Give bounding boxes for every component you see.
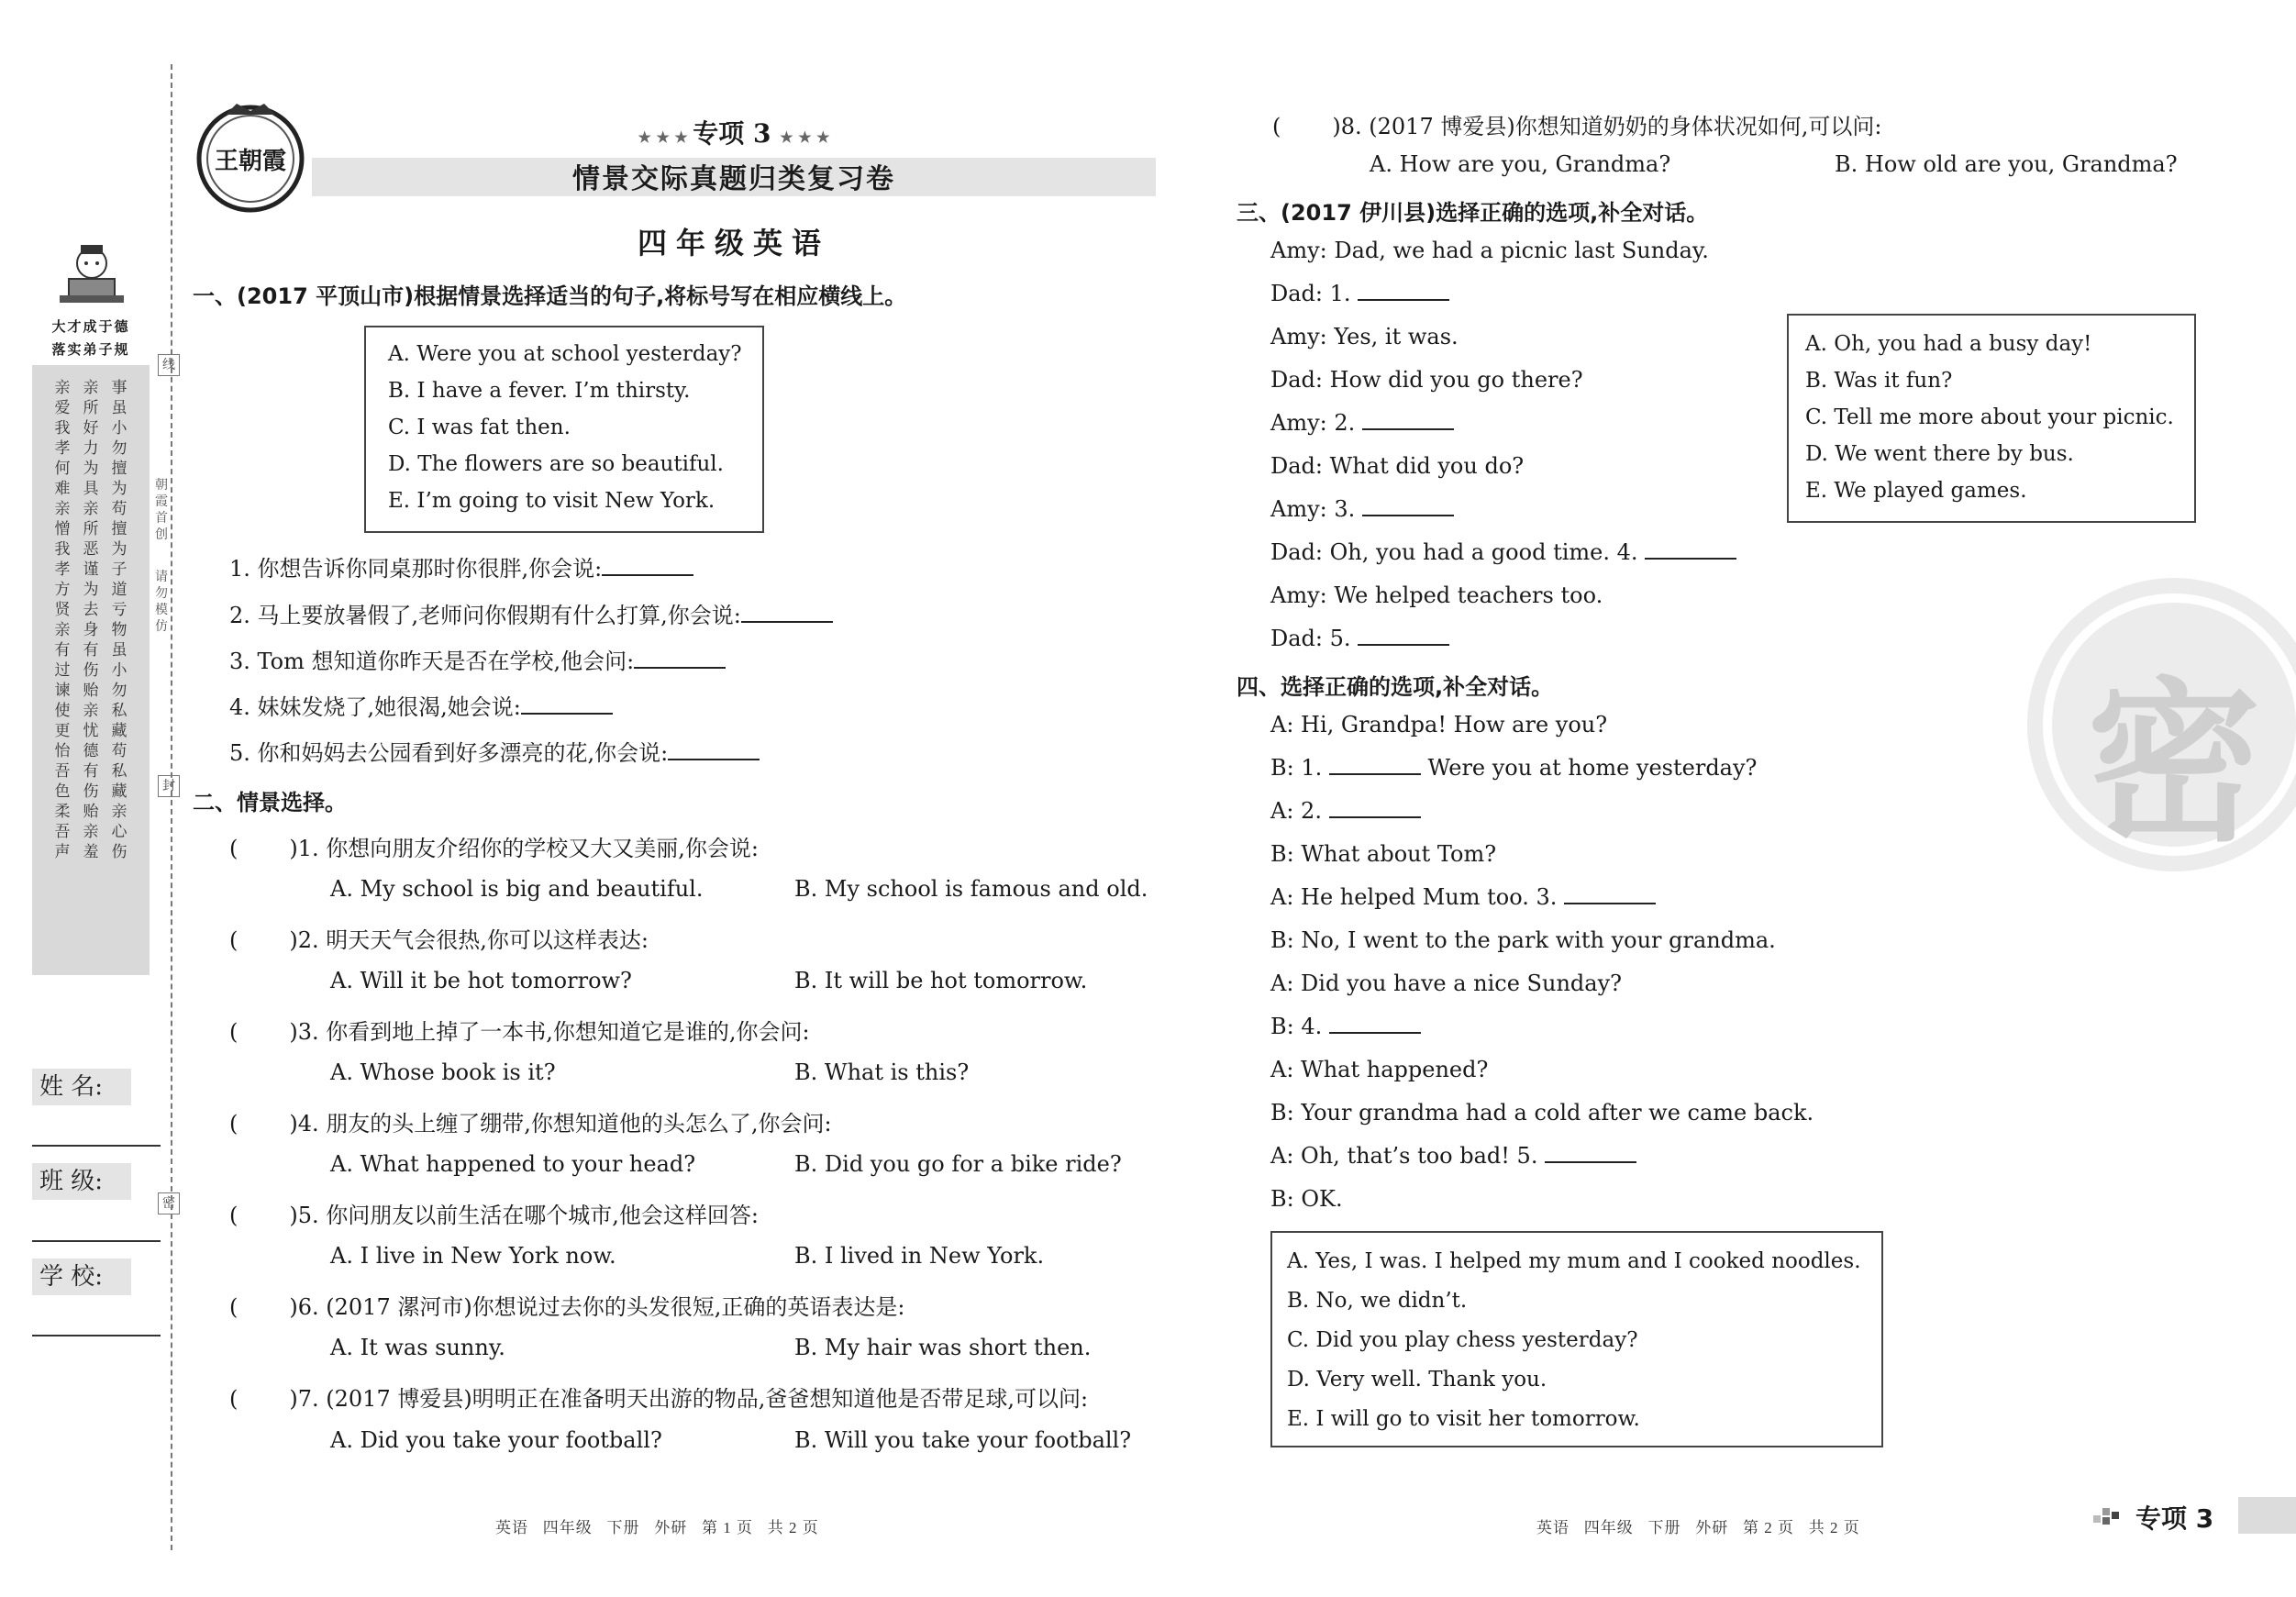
school-label: 学 校: [32, 1259, 131, 1295]
answer-blank[interactable] [521, 713, 613, 715]
dialogue-line: A: Oh, that’s too bad! 5. [1270, 1143, 1636, 1169]
choice-1-b[interactable]: B. My school is famous and old. [794, 876, 1148, 902]
answer-blank[interactable] [1358, 644, 1449, 646]
option-c: C. I was fat then. [388, 416, 571, 439]
option-b: B. No, we didn’t. [1287, 1289, 1468, 1313]
option-e: E. We played games. [1805, 479, 2027, 503]
answer-blank[interactable] [1329, 1032, 1421, 1034]
answer-blank[interactable] [1545, 1161, 1636, 1163]
dialogue-line: Dad: Oh, you had a good time. 4. [1270, 539, 1736, 565]
dialogue-line: Dad: How did you go there? [1270, 367, 1583, 393]
question-5: 5. 你和妈妈去公园看到好多漂亮的花,你会说: [229, 735, 760, 767]
answer-blank[interactable] [1362, 515, 1454, 516]
section-1-heading: 一、(2017 平顶山市)根据情景选择适当的句子,将标号写在相应横线上。 [193, 283, 907, 309]
dialogue-line: Amy: We helped teachers too. [1270, 582, 1603, 608]
choice-question-8: ( )8. (2017 博爱县)你想知道奶奶的身体状况如何,可以问: [1272, 114, 1882, 139]
dialogue-line: B: What about Tom? [1270, 841, 1497, 867]
choice-8-b[interactable]: B. How old are you, Grandma? [1835, 151, 2178, 177]
option-a: A. Yes, I was. I helped my mum and I cooked noodles. [1287, 1249, 1861, 1273]
option-a: A. Oh, you had a busy day! [1805, 332, 2092, 356]
choice-4-b[interactable]: B. Did you go for a bike ride? [794, 1151, 1122, 1177]
dialogue-line: A: Did you have a nice Sunday? [1270, 970, 1623, 996]
dialogue-line: B: 1. Were you at home yesterday? [1270, 755, 1758, 781]
dialogue-line: Dad: 1. [1270, 281, 1449, 306]
choice-1-a[interactable]: A. My school is big and beautiful. [330, 876, 704, 902]
binding-dashed-line [171, 64, 172, 1550]
answer-blank[interactable] [1645, 558, 1736, 560]
answer-blank[interactable] [1358, 299, 1449, 301]
choice-question-6: ( )6. (2017 漯河市)你想说过去你的头发很短,正确的英语表达是: [229, 1294, 905, 1320]
stars-right-icon: ★ ★ ★ [780, 128, 830, 146]
dialogue-line: B: 4. [1270, 1014, 1421, 1039]
binding-tag-seal: 封 [158, 775, 180, 797]
question-3: 3. Tom 想知道你昨天是否在学校,他会问: [229, 643, 726, 675]
dialogue-line: A: He helped Mum too. 3. [1270, 884, 1656, 910]
choice-5-a[interactable]: A. I live in New York now. [330, 1243, 616, 1269]
mascot-icon [50, 240, 133, 314]
section-3-heading: 三、(2017 伊川县)选择正确的选项,补全对话。 [1237, 200, 1709, 226]
dialogue-line: Dad: What did you do? [1270, 453, 1525, 479]
page-subtitle: 四年级英语 [637, 226, 830, 261]
choice-3-a[interactable]: A. Whose book is it? [330, 1059, 556, 1085]
motto-box [32, 365, 150, 975]
binding-strip [0, 0, 174, 1597]
stars-left-icon: ★ ★ ★ [638, 128, 693, 146]
name-label: 姓 名: [32, 1069, 131, 1105]
option-a: A. Were you at school yesterday? [388, 342, 742, 366]
seal-character: 密 [2086, 662, 2261, 865]
dialogue-line: A: 2. [1270, 798, 1421, 824]
choice-8-a[interactable]: A. How are you, Grandma? [1370, 151, 1671, 177]
question-4: 4. 妹妹发烧了,她很渴,她会说: [229, 689, 613, 721]
choice-2-b[interactable]: B. It will be hot tomorrow. [794, 968, 1088, 993]
choice-4-a[interactable]: A. What happened to your head? [330, 1151, 696, 1177]
class-field[interactable] [32, 1240, 161, 1242]
choice-question-2: ( )2. 明天天气会很热,你可以这样表达: [229, 927, 649, 953]
option-d: D. Very well. Thank you. [1287, 1368, 1547, 1392]
footer-left: 英语 四年级 下册 外研 第 1 页 共 2 页 [495, 1519, 819, 1536]
secret-seal-icon [2023, 573, 2296, 876]
motto-column: 事虽小勿擅为苟擅为子道亏物虽小勿私藏苟私藏亲心伤 [111, 379, 128, 861]
corner-tab [2238, 1497, 2296, 1534]
dialogue-line: Dad: 5. [1270, 626, 1449, 651]
answer-blank[interactable] [1564, 903, 1656, 904]
answer-blank[interactable] [634, 667, 726, 669]
banner-bottom: 落实弟子规 [51, 341, 130, 358]
banner-top: 大才成于德 [51, 318, 130, 335]
option-d: D. We went there by bus. [1805, 442, 2074, 466]
section-4-options-box [1270, 1231, 1883, 1447]
choice-7-b[interactable]: B. Will you take your football? [794, 1427, 1132, 1453]
question-2: 2. 马上要放暑假了,老师问你假期有什么打算,你会说: [229, 597, 833, 629]
choice-6-a[interactable]: A. It was sunny. [330, 1335, 505, 1360]
class-label: 班 级: [32, 1163, 131, 1200]
vertical-note: 请勿模仿 [155, 570, 168, 634]
dialogue-line: B: OK. [1270, 1186, 1343, 1212]
section-3-options-box [1787, 314, 2196, 523]
option-e: E. I will go to visit her tomorrow. [1287, 1407, 1640, 1431]
dialogue-line: Amy: 2. [1270, 410, 1454, 436]
page-title: 情景交际真题归类复习卷 [572, 163, 895, 195]
option-d: D. The flowers are so beautiful. [388, 452, 724, 476]
question-1: 1. 你想告诉你同桌那时你很胖,你会说: [229, 550, 693, 582]
option-b: B. Was it fun? [1805, 369, 1953, 393]
dialogue-line: Amy: 3. [1270, 496, 1454, 522]
section-4-heading: 四、选择正确的选项,补全对话。 [1237, 674, 1554, 700]
dialogue-line: A: Hi, Grandpa! How are you? [1270, 712, 1608, 738]
answer-blank[interactable] [668, 759, 760, 760]
answer-blank[interactable] [1362, 428, 1454, 430]
option-b: B. I have a fever. I’m thirsty. [388, 379, 691, 403]
choice-question-5: ( )5. 你问朋友以前生活在哪个城市,他会这样回答: [229, 1203, 759, 1228]
dialogue-line: Amy: Yes, it was. [1270, 324, 1459, 349]
choice-2-a[interactable]: A. Will it be hot tomorrow? [330, 968, 632, 993]
answer-blank[interactable] [741, 621, 833, 623]
logo-text: 王朝霞 [214, 148, 286, 174]
answer-blank[interactable] [602, 574, 693, 576]
answer-blank[interactable] [1329, 773, 1421, 775]
choice-5-b[interactable]: B. I lived in New York. [794, 1243, 1045, 1269]
choice-6-b[interactable]: B. My hair was short then. [794, 1335, 1092, 1360]
motto-column: 亲所好力为具亲所恶谨为去身有伤贻亲忧德有伤贻亲羞 [83, 379, 99, 861]
logo-icon [191, 96, 310, 216]
section-1-options-box [364, 326, 764, 533]
corner-squares-icon [2093, 1504, 2130, 1526]
motto-column: 亲爱我孝何难亲憎我孝方贤亲有过谏使更怡吾色柔吾声 [54, 379, 71, 861]
dialogue-line: B: No, I went to the park with your grandma. [1270, 927, 1776, 953]
option-e: E. I’m going to visit New York. [388, 489, 715, 513]
binding-tag-secret: 密 [158, 1192, 180, 1214]
vertical-note: 朝霞首创 [155, 478, 168, 542]
choice-question-7: ( )7. (2017 博爱县)明明正在准备明天出游的物品,爸爸想知道他是否带足球,可以问: [229, 1386, 1089, 1412]
binding-tag-line: 线 [158, 354, 180, 376]
choice-question-1: ( )1. 你想向朋友介绍你的学校又大又美丽,你会说: [229, 836, 759, 861]
dialogue-line: A: What happened? [1270, 1057, 1489, 1082]
corner-label: 专项 3 [2135, 1503, 2214, 1534]
option-c: C. Did you play chess yesterday? [1287, 1328, 1638, 1352]
choice-question-4: ( )4. 朋友的头上缠了绷带,你想知道他的头怎么了,你会问: [229, 1111, 832, 1137]
series-label: 专项 3 [693, 118, 771, 149]
footer-right: 英语 四年级 下册 外研 第 2 页 共 2 页 [1536, 1519, 1860, 1536]
choice-3-b[interactable]: B. What is this? [794, 1059, 970, 1085]
series-title [541, 114, 926, 150]
choice-7-a[interactable]: A. Did you take your football? [330, 1427, 662, 1453]
dialogue-line: Amy: Dad, we had a picnic last Sunday. [1270, 238, 1709, 263]
name-field[interactable] [32, 1145, 161, 1147]
dialogue-line: B: Your grandma had a cold after we came back. [1270, 1100, 1814, 1126]
school-field[interactable] [32, 1335, 161, 1336]
choice-question-3: ( )3. 你看到地上掉了一本书,你想知道它是谁的,你会问: [229, 1019, 810, 1045]
section-2-heading: 二、情景选择。 [193, 790, 347, 815]
option-c: C. Tell me more about your picnic. [1805, 405, 2174, 429]
answer-blank[interactable] [1329, 816, 1421, 818]
